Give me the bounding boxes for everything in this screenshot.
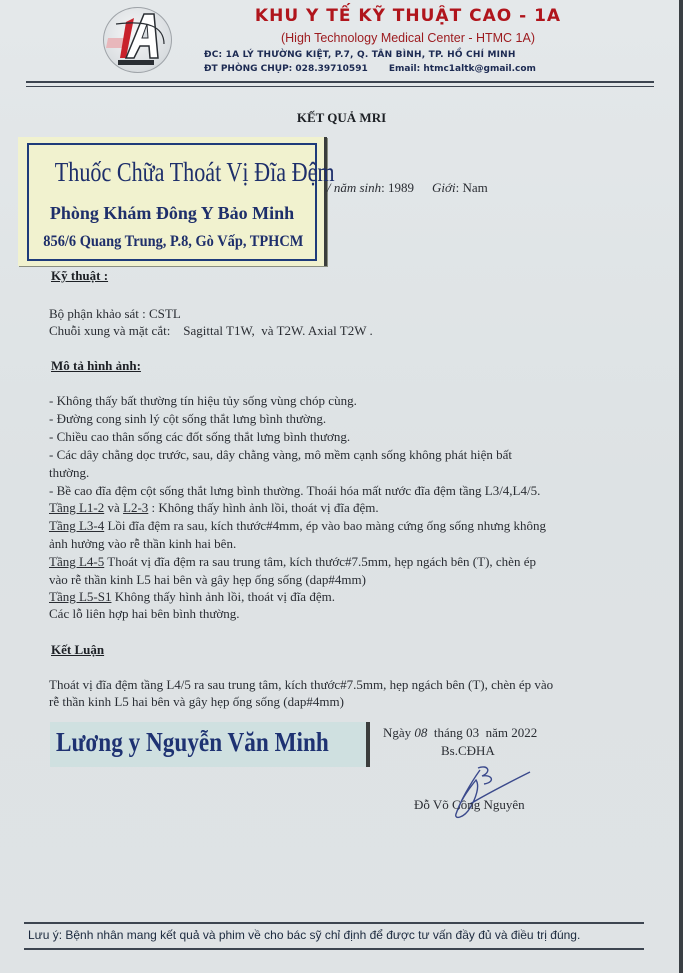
level-finding-cont: ảnh hưởng vào rễ thần kinh hai bên. (49, 536, 237, 551)
description-closing: Các lỗ liên hợp hai bên bình thường. (49, 606, 240, 621)
level-finding: Thoát vị đĩa đệm ra sau trung tâm, kích thước#7.5mm, hẹp ngách bên (T), chèn ép (104, 554, 536, 569)
center-contact (204, 64, 604, 74)
level-finding: Lồi đĩa đệm ra sau, kích thước#4mm, ép vào bao màng cứng ống sống nhưng không (104, 518, 546, 533)
level-label: Tầng L5-S1 (49, 589, 112, 604)
footer-note: Lưu ý: Bệnh nhân mang kết quả và phim về cho bác sỹ chỉ định để được tư vấn đầy đủ và điều trị đúng. (28, 928, 581, 942)
conclusion-line: Thoát vị đĩa đệm tầng L4/5 ra sau trung tâm, kích thước#7.5mm, hẹp ngách bên (T), chèn ép vào (49, 677, 554, 692)
report-date (383, 725, 537, 741)
level-l5-s1 (49, 589, 335, 605)
description-line: - Đường cong sinh lý cột sống thắt lưng bình thường. (49, 411, 327, 426)
gender-value: Nam (462, 180, 488, 195)
center-phone: ĐT PHÒNG CHỤP: 028.39710591 (204, 64, 368, 74)
birth-year-label: / năm sinh (327, 180, 382, 195)
conclusion-heading: Kết Luận (51, 642, 105, 657)
description-line: - Không thấy bất thường tín hiệu tủy sống vùng chóp cùng. (49, 393, 357, 408)
patient-info: / năm sinh: 1989 Giới: Nam (327, 180, 488, 195)
logo-1a-icon (104, 8, 171, 72)
level-finding: Không thấy hình ảnh lồi, thoát vị đĩa đệm. (111, 589, 335, 604)
month-value: 03 (466, 725, 480, 740)
practitioner-sticker (50, 722, 370, 767)
description-line: - Bề cao đĩa đệm cột sống thắt lưng bình thường. Thoái hóa mất nước đĩa đệm tầng L3/4,L4/5. (49, 483, 541, 498)
year-label: năm (485, 725, 508, 740)
description-heading: Mô tả hình ảnh: (51, 358, 141, 373)
technique-line: Chuỗi xung và mặt cắt: Sagittal T1W, và T2W. Axial T2W . (49, 323, 373, 338)
description-line: thường. (49, 465, 90, 480)
technique-heading: Kỹ thuật : (51, 268, 109, 283)
center-email: Email: htmc1altk@gmail.com (388, 64, 536, 74)
level-l3-4 (49, 518, 546, 534)
footer-divider-top (24, 922, 644, 924)
year-value: 2022 (511, 725, 538, 740)
level-label: Tầng L3-4 (49, 518, 105, 533)
sticker-border (27, 143, 335, 261)
description-line: - Các dây chằng dọc trước, sau, dây chằng vàng, mô mềm cạnh sống không phát hiện bất (49, 447, 513, 462)
htmc-logo (103, 7, 172, 73)
document-title: KẾT QUẢ MRI (296, 110, 387, 125)
page-edge-shadow (679, 0, 683, 973)
level-label: Tầng L4-5 (49, 554, 105, 569)
gender-label: Giới (432, 180, 456, 195)
center-name: KHU Y TẾ KỸ THUẬT CAO - 1A (254, 6, 562, 26)
clinic-sticker (18, 137, 335, 266)
level-finding: : Không thấy hình ảnh lồi, thoát vị đĩa đệm. (148, 500, 379, 515)
level-l1-l3 (49, 500, 379, 516)
day-value: 08 (414, 725, 428, 740)
birth-year-value: 1989 (388, 180, 415, 195)
description-line: - Chiều cao thân sống các đốt sống thắt lưng bình thương. (49, 429, 351, 444)
sticker-clinic-name: Phòng Khám Đông Y Bảo Minh (49, 203, 295, 223)
sticker-headline: Thuốc Chữa Thoát Vị Đĩa Đệm (54, 157, 335, 187)
doctor-role: Bs.CĐHA (441, 743, 495, 758)
sticker-clinic-address: 856/6 Quang Trung, P.8, Gò Vấp, TPHCM (43, 233, 304, 250)
conclusion-line: rễ thần kinh L5 hai bên và gây hẹp ống sống (dap#4mm) (49, 694, 344, 709)
center-english-name: (High Technology Medical Center - HTMC 1A) (280, 31, 536, 45)
practitioner-name: Lương y Nguyễn Văn Minh (56, 727, 329, 757)
level-joiner: và (104, 500, 124, 515)
doctor-name: Đỗ Võ Công Nguyên (414, 797, 525, 812)
header-divider (26, 81, 654, 83)
header-divider-thin (26, 86, 654, 87)
level-finding-cont: vào rễ thần kinh L5 hai bên và gây hẹp ống sống (dap#4mm) (49, 572, 366, 587)
level-label: Tầng L1-2 (49, 500, 105, 515)
signature-icon (430, 762, 540, 822)
technique-line: Bộ phận khảo sát : CSTL (49, 306, 181, 321)
level-label: L2-3 (123, 500, 149, 515)
level-l4-5 (49, 554, 536, 570)
center-address: ĐC: 1A LÝ THƯỜNG KIỆT, P.7, Q. TÂN BÌNH, TP. HỒ CHÍ MINH (204, 50, 516, 60)
month-label: tháng (433, 725, 463, 740)
day-label: Ngày (383, 725, 412, 740)
footer-divider-bottom (24, 948, 644, 950)
